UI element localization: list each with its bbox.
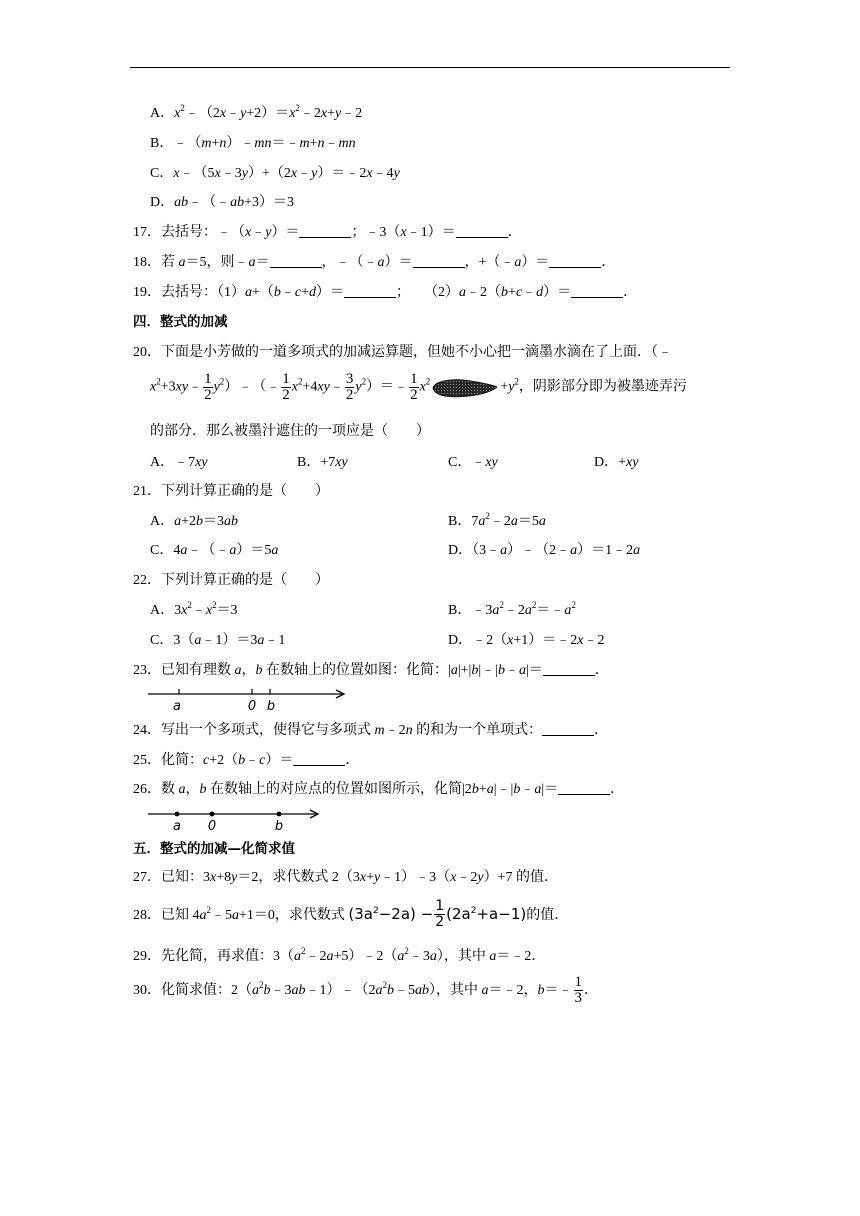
q21-option-d: D．（3﹣a）﹣（2﹣a）＝1﹣2a — [448, 543, 641, 558]
answer-blank[interactable] — [558, 781, 610, 795]
q20-option-a: A．﹣7xy — [150, 455, 208, 470]
question-29: 29．先化简，再求值：$3(a^2﹣2a+5)﹣2(a^2﹣3a)$，其中 a＝﹣2． — [133, 946, 546, 964]
q22-option-a: A．$3x^2﹣x^2=3$ — [150, 600, 238, 618]
question-20-line3: 的部分．那么被墨汁遮住的一项应是（ ） — [150, 424, 430, 439]
question-20-line2: $x^2+3xy﹣$ $\frac{1}{2}$ $y^2)﹣(﹣$ $\frac{1}{2}$ $x^2+4xy﹣$ $\frac{3}{2}$ $y^2)=﹣$ $\frac{1}{2}$ $x^2 +y^2$，阴影部分即为被墨迹弄污 — [150, 371, 687, 403]
q20-option-c: C．﹣xy — [448, 455, 498, 470]
number-line-figure-26 — [146, 806, 326, 834]
number-line-label-zero: 0 — [247, 699, 257, 714]
q22-option-d: D．﹣2（x+1）＝﹣2x﹣2 — [448, 633, 605, 648]
question-30: 30．化简求值：$2(a^2b﹣3ab﹣1)﹣(2a^2b﹣5ab)$，其中 a＝﹣2，b＝﹣ $\frac{1}{3}$ ． — [133, 974, 598, 1007]
question-20-line1: 20．下面是小芳做的一道多项式的加减运算题，但她不小心把一滴墨水滴在了上面．（﹣ — [133, 345, 672, 360]
question-24: 24．写出一个多项式，使得它与多项式 m﹣2n 的和为一个单项式： ． — [133, 723, 609, 738]
question-23: 23．已知有理数 a，b 在数轴上的位置如图：化简：|a|+|b|﹣|b﹣a|＝ ． — [133, 663, 609, 678]
q21-option-c: C．4a﹣（﹣a）＝5a — [150, 543, 279, 558]
q16-option-a: A．$x^2﹣(2x﹣y+2)=x^2﹣2x+y﹣2$ — [150, 103, 363, 121]
answer-blank[interactable] — [549, 254, 601, 268]
question-26: 26．数 a，b 在数轴上的对应点的位置如图所示，化简|2b+a|﹣|b﹣a|＝ ． — [133, 782, 625, 797]
q21-option-a: A．a+2b＝3ab — [150, 514, 239, 529]
number-line-label-b: b — [266, 699, 276, 714]
q16-option-b: B．﹣（m+n）﹣mn＝﹣m+n﹣mn — [150, 136, 356, 151]
q22-option-c: C．3（a﹣1）＝3a﹣1 — [150, 633, 286, 648]
answer-blank[interactable] — [413, 254, 465, 268]
answer-blank[interactable] — [293, 752, 345, 766]
answer-blank[interactable] — [571, 284, 623, 298]
section-heading-5: 五．整式的加减—化简求值 — [133, 841, 295, 857]
q20-option-b: B．+7xy — [297, 455, 348, 470]
number-line-figure-23 — [146, 686, 350, 714]
number-line-label-a: a — [173, 699, 181, 714]
header-rule — [130, 67, 730, 68]
question-22: 22．下列计算正确的是（ ） — [133, 573, 329, 588]
answer-blank[interactable] — [344, 284, 396, 298]
q22-option-b: B．$﹣3a^2﹣2a^2=﹣a^2$ — [448, 600, 576, 618]
question-25: 25．化简：c+2（b﹣c）＝ ． — [133, 753, 360, 768]
number-line-label-zero: 0 — [207, 819, 217, 834]
q21-option-b: B．$7a^2﹣2a=5a$ — [448, 511, 546, 529]
question-21: 21．下列计算正确的是（ ） — [133, 484, 329, 499]
answer-blank[interactable] — [543, 662, 595, 676]
number-line-label-a: a — [173, 819, 181, 834]
question-27: 27．已知：3x+8y＝2，求代数式 2（3x+y﹣1）﹣3（x﹣2y）+7 的值． — [133, 870, 559, 885]
question-28: 28．已知 $4a^2﹣5a+1=0$，求代数式 $(3a^2-2a)$ − $\frac{1}{2}$ $(2a^2+a-1)$的值． — [133, 898, 569, 930]
question-19: 19．去括号：（1）a+（b﹣c+d）＝ ； （2）a﹣2（b+c﹣d）＝ ． — [133, 285, 638, 300]
section-heading-4: 四．整式的加减 — [133, 314, 228, 330]
question-17: 17．去括号：﹣（x﹣y）＝ ；﹣3（x﹣1）＝ ． — [133, 225, 522, 240]
q16-option-c: C．x﹣（5x﹣3y）+（2x﹣y）＝﹣2x﹣4y — [150, 166, 400, 181]
answer-blank[interactable] — [542, 722, 594, 736]
answer-blank[interactable] — [456, 224, 508, 238]
q20-option-d: D．+xy — [594, 455, 639, 470]
answer-blank[interactable] — [270, 254, 322, 268]
q16-option-d: D．ab﹣（﹣ab+3）＝3 — [150, 195, 295, 210]
number-line-label-b: b — [274, 819, 284, 834]
ink-blot-icon — [431, 377, 499, 399]
answer-blank[interactable] — [299, 224, 351, 238]
question-18: 18．若 a＝5，则﹣a＝ ，﹣（﹣a）＝ ，+（﹣a）＝ ． — [133, 255, 616, 270]
